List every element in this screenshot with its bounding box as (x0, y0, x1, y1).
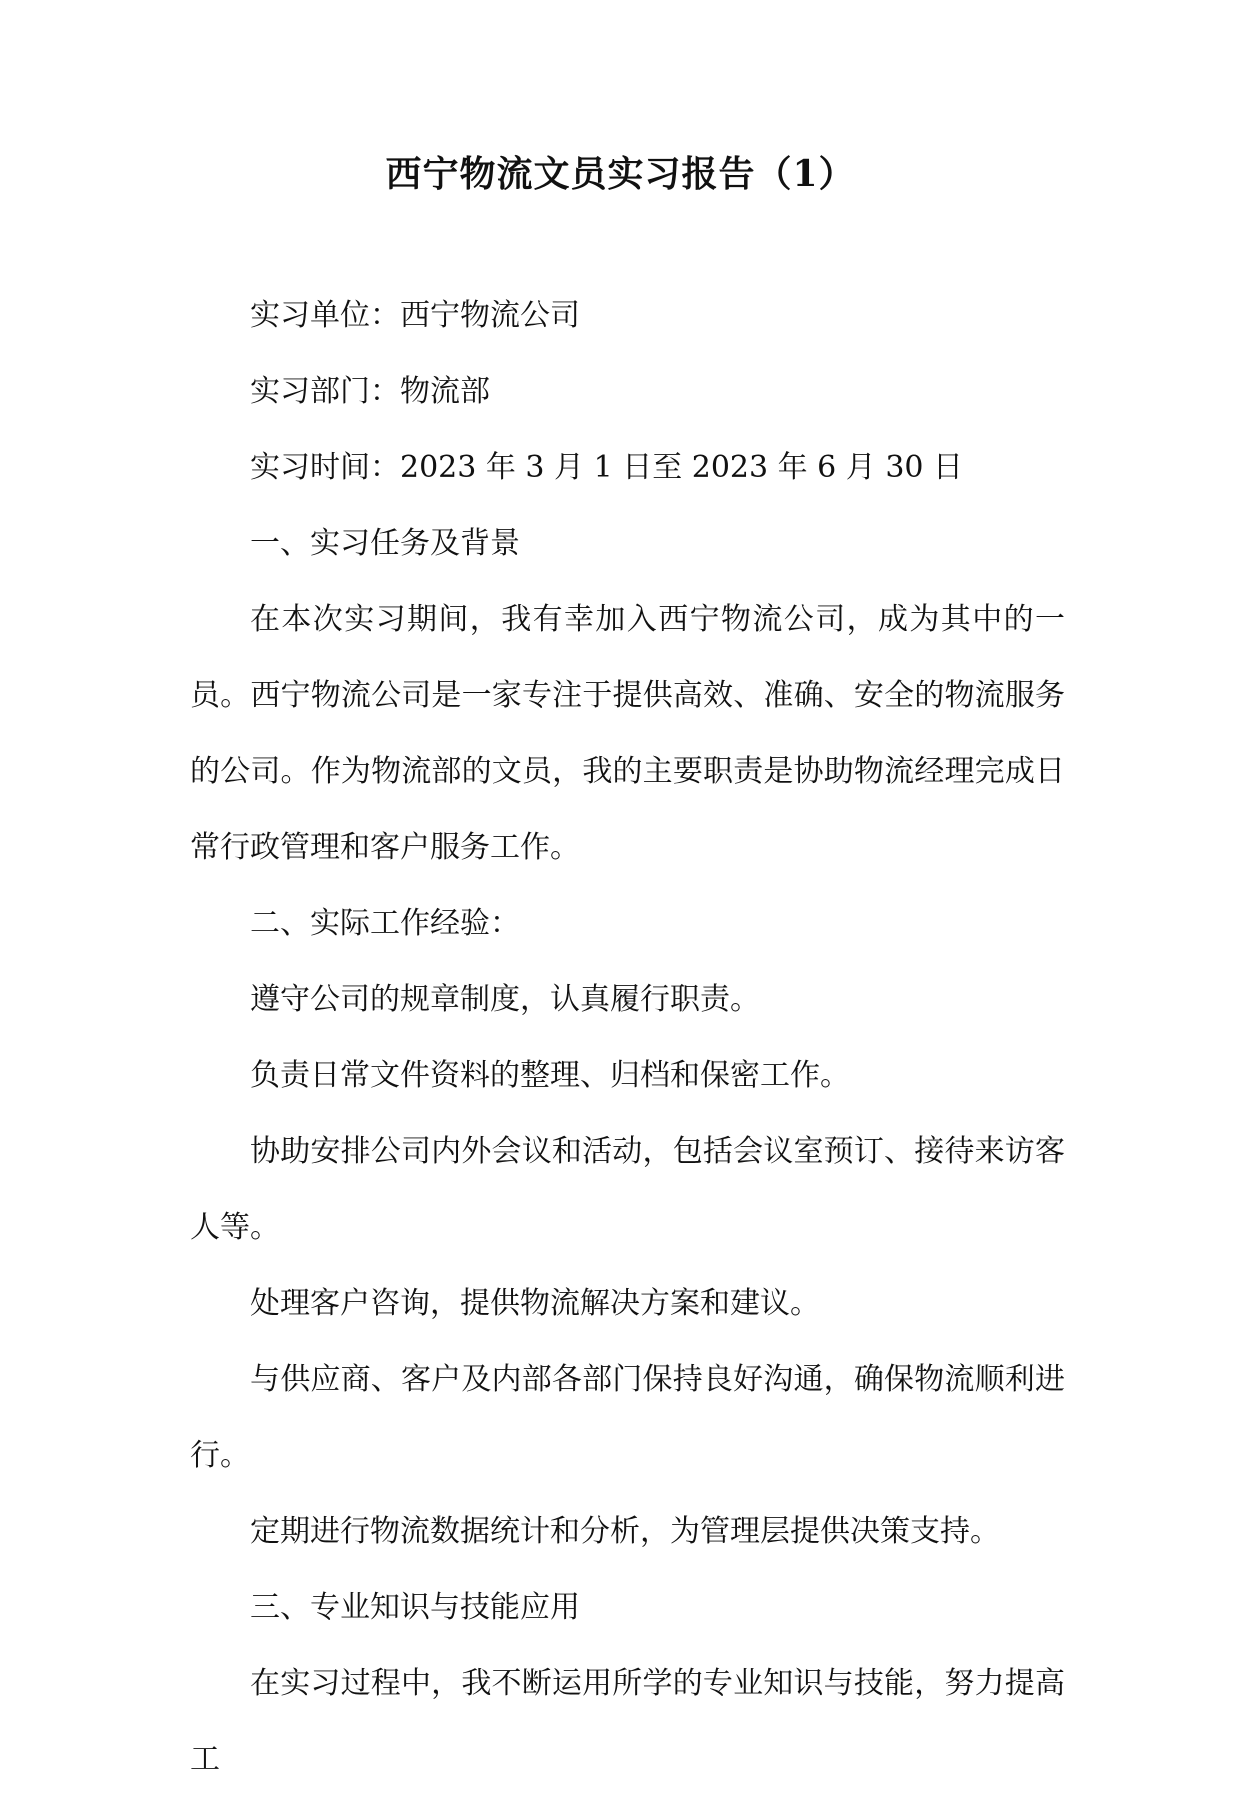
section-heading-tasks-background: 一、实习任务及背景 (250, 526, 520, 561)
document-body (190, 278, 1065, 1798)
section-heading-work-experience: 二、实际工作经验： (250, 906, 520, 941)
section-heading-skills-application: 三、专业知识与技能应用 (250, 1590, 580, 1625)
paragraph-internship-period: 实习时间：2023 年 3 月 1 日至 2023 年 6 月 30 日 (250, 450, 964, 485)
list-item: 定期进行物流数据统计和分析，为管理层提供决策支持。 (250, 1514, 1000, 1549)
page-title: 西宁物流文员实习报告（1） (385, 153, 856, 195)
paragraph-background: 在本次实习期间，我有幸加入西宁物流公司，成为其中的一员。西宁物流公司是一家专注于提供高效、准确、安全的物流服务的公司。作为物流部的文员，我的主要职责是协助物流经理完成日常行政管理和客户服务工作。 (190, 602, 1065, 865)
list-item: 负责日常文件资料的整理、归档和保密工作。 (250, 1058, 850, 1093)
list-item: 遵守公司的规章制度，认真履行职责。 (250, 982, 760, 1017)
paragraph-internship-department: 实习部门：物流部 (250, 374, 490, 409)
paragraph-skills: 在实习过程中，我不断运用所学的专业知识与技能，努力提高工 (190, 1666, 1065, 1777)
list-item: 处理客户咨询，提供物流解决方案和建议。 (250, 1286, 820, 1321)
list-item: 与供应商、客户及内部各部门保持良好沟通，确保物流顺利进行。 (190, 1362, 1065, 1473)
list-item: 协助安排公司内外会议和活动，包括会议室预订、接待来访客人等。 (190, 1134, 1065, 1245)
paragraph-internship-unit: 实习单位：西宁物流公司 (250, 298, 580, 333)
